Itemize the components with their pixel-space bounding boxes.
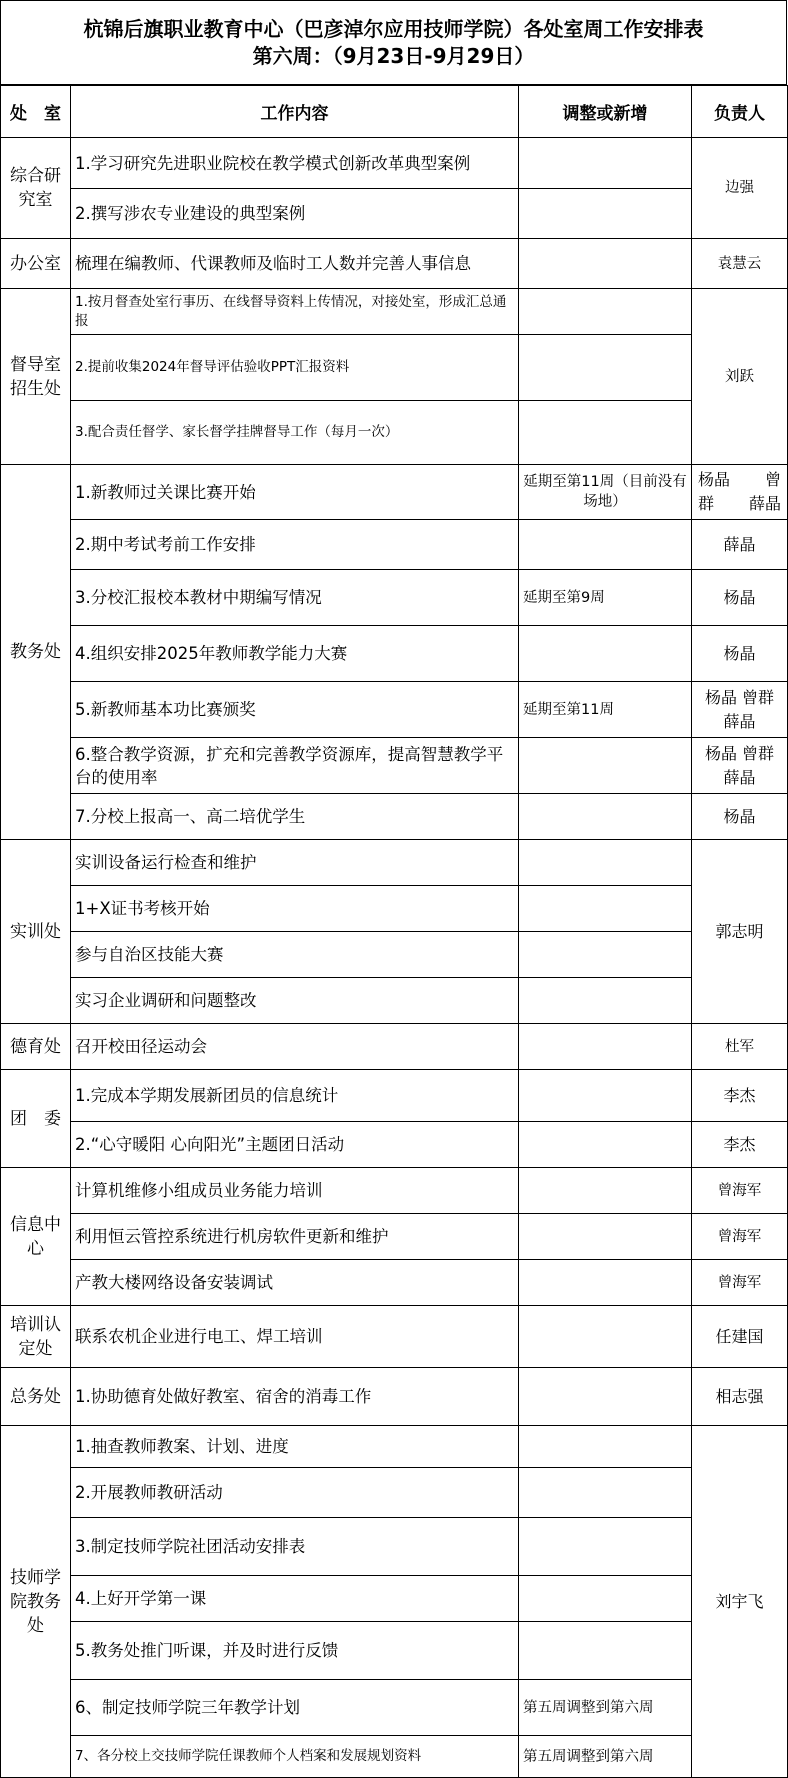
header-dept: 处 室 [1,86,71,138]
table-row [1,794,788,840]
adjust-cell [519,239,692,289]
owner-cell: 李杰 [692,1070,788,1122]
task-cell: 2.开展教师教研活动 [71,1468,519,1518]
task-cell: 联系农机企业进行电工、焊工培训 [71,1306,519,1368]
table-row [1,570,788,626]
table-row [1,1306,788,1368]
dept-cell: 综合研究室 [1,138,71,239]
adjust-cell [519,289,692,335]
adjust-cell [519,1260,692,1306]
owner-cell: 李杰 [692,1122,788,1168]
task-cell: 7、各分校上交技师学院任课教师个人档案和发展规划资料 [71,1736,519,1778]
task-cell: 2.撰写涉农专业建设的典型案例 [71,189,519,239]
table-row [1,1468,788,1518]
adjust-cell [519,886,692,932]
task-cell: 召开校田径运动会 [71,1024,519,1070]
table-row [1,840,788,886]
week-subtitle: 第六周：（9月23日-9月29日） [252,43,535,68]
dept-cell: 培训认定处 [1,1306,71,1368]
adjust-cell: 第五周调整到第六周 [519,1736,692,1778]
adjust-cell [519,189,692,239]
task-cell: 3.配合责任督学、家长督学挂牌督导工作（每月一次） [71,401,519,465]
adjust-cell [519,1070,692,1122]
task-cell: 1.协助德育处做好教室、宿舍的消毒工作 [71,1368,519,1426]
dept-cell: 技师学院教务处 [1,1426,71,1778]
table-row [1,401,788,465]
table-row [1,1368,788,1426]
adjust-cell [519,932,692,978]
table-row [1,1024,788,1070]
task-cell: 5.教务处推门听课，并及时进行反馈 [71,1622,519,1680]
owner-name: 薛晶 [723,767,756,787]
task-cell: 3.制定技师学院社团活动安排表 [71,1518,519,1576]
adjust-cell [519,1426,692,1468]
adjust-cell [519,1622,692,1680]
task-cell: 2.期中考试考前工作安排 [71,520,519,570]
owner-name: 杨晶 [698,470,731,489]
table-row [1,1518,788,1576]
owner-cell: 曾海军 [692,1260,788,1306]
task-cell: 1.按月督查处室行事历、在线督导资料上传情况，对接处室，形成汇总通报 [71,289,519,335]
owner-name: 杨晶 曾群 [704,687,775,707]
adjust-cell [519,840,692,886]
owner-name: 群 [698,494,715,513]
task-cell: 实训设备运行检查和维护 [71,840,519,886]
adjust-cell [519,1306,692,1368]
task-cell: 梳理在编教师、代课教师及临时工人数并完善人事信息 [71,239,519,289]
page-title: 杭锦后旗职业教育中心（巴彦淖尔应用技师学院）各处室周工作安排表 [83,16,704,41]
task-cell: 4.组织安排2025年教师教学能力大赛 [71,626,519,682]
table-row [1,1168,788,1214]
task-cell: 1+X证书考核开始 [71,886,519,932]
owner-cell [692,465,788,520]
adjust-cell [519,794,692,840]
dept-cell: 办公室 [1,239,71,289]
adjust-cell [519,1122,692,1168]
table-row [1,335,788,401]
task-cell: 2.提前收集2024年督导评估验收PPT汇报资料 [71,335,519,401]
adjust-cell [519,335,692,401]
dept-cell: 团 委 [1,1070,71,1168]
adjust-cell [519,626,692,682]
table-row [1,1070,788,1122]
owner-cell: 郭志明 [692,840,788,1024]
owner-cell: 边强 [692,138,788,239]
task-cell: 2.“心守暖阳 心向阳光”主题团日活动 [71,1122,519,1168]
task-cell: 6、制定技师学院三年教学计划 [71,1680,519,1736]
table-row [1,738,788,794]
table-row [1,1426,788,1468]
header-adjust: 调整或新增 [519,86,692,138]
table-row [1,520,788,570]
task-cell: 5.新教师基本功比赛颁奖 [71,682,519,738]
owner-cell: 袁慧云 [692,239,788,289]
owner-cell [692,738,788,794]
owner-cell: 相志强 [692,1368,788,1426]
adjust-cell [519,1024,692,1070]
adjust-cell: 第五周调整到第六周 [519,1680,692,1736]
task-cell: 1.新教师过关课比赛开始 [71,465,519,520]
adjust-cell [519,1518,692,1576]
dept-cell: 德育处 [1,1024,71,1070]
owner-cell: 杜军 [692,1024,788,1070]
adjust-cell [519,401,692,465]
task-cell: 1.学习研究先进职业院校在教学模式创新改革典型案例 [71,138,519,189]
table-row [1,1260,788,1306]
task-cell: 实习企业调研和问题整改 [71,978,519,1024]
owner-cell: 刘宇飞 [692,1426,788,1778]
table-row [1,1736,788,1778]
task-cell: 3.分校汇报校本教材中期编写情况 [71,570,519,626]
task-cell: 6.整合教学资源，扩充和完善教学资源库，提高智慧教学平台的使用率 [71,738,519,794]
table-row [1,886,788,932]
table-row [1,1622,788,1680]
header-task: 工作内容 [71,86,519,138]
table-row [1,1214,788,1260]
adjust-cell: 延期至第9周 [519,570,692,626]
schedule-table [0,85,788,1778]
adjust-cell [519,1576,692,1622]
owner-cell: 曾海军 [692,1168,788,1214]
table-row [1,932,788,978]
dept-cell: 信息中心 [1,1168,71,1306]
adjust-cell [519,1168,692,1214]
task-cell: 计算机维修小组成员业务能力培训 [71,1168,519,1214]
owner-name: 杨晶 曾群 [704,743,775,763]
adjust-cell [519,1214,692,1260]
table-row [1,465,788,520]
header-owner: 负责人 [692,86,788,138]
task-cell: 产教大楼网络设备安装调试 [71,1260,519,1306]
adjust-cell: 延期至第11周（目前没有场地） [519,465,692,520]
owner-cell: 刘跃 [692,289,788,465]
dept-cell: 实训处 [1,840,71,1024]
owner-name: 曾 [764,470,781,489]
table-row [1,239,788,289]
owner-cell: 杨晶 [692,570,788,626]
dept-cell: 督导室招生处 [1,289,71,465]
adjust-cell [519,978,692,1024]
owner-cell: 任建国 [692,1306,788,1368]
title-box [0,0,787,85]
owner-cell [692,682,788,738]
task-cell: 4.上好开学第一课 [71,1576,519,1622]
adjust-cell [519,138,692,189]
adjust-cell [519,738,692,794]
table-row [1,138,788,189]
table-row [1,289,788,335]
owner-name: 薛晶 [723,711,756,731]
table-row [1,189,788,239]
adjust-cell: 延期至第11周 [519,682,692,738]
task-cell: 1.完成本学期发展新团员的信息统计 [71,1070,519,1122]
header-row [1,86,788,138]
task-cell: 利用恒云管控系统进行机房软件更新和维护 [71,1214,519,1260]
adjust-cell [519,1368,692,1426]
owner-cell: 杨晶 [692,626,788,682]
table-row [1,1680,788,1736]
owner-cell: 杨晶 [692,794,788,840]
owner-cell: 薛晶 [692,520,788,570]
dept-cell: 总务处 [1,1368,71,1426]
adjust-cell [519,1468,692,1518]
table-row [1,1576,788,1622]
owner-name: 薛晶 [748,494,781,513]
adjust-cell [519,520,692,570]
table-row [1,1122,788,1168]
task-cell: 参与自治区技能大赛 [71,932,519,978]
owner-cell: 曾海军 [692,1214,788,1260]
table-row [1,626,788,682]
task-cell: 7.分校上报高一、高二培优学生 [71,794,519,840]
table-row [1,978,788,1024]
task-cell: 1.抽查教师教案、计划、进度 [71,1426,519,1468]
table-row [1,682,788,738]
dept-cell: 教务处 [1,465,71,840]
